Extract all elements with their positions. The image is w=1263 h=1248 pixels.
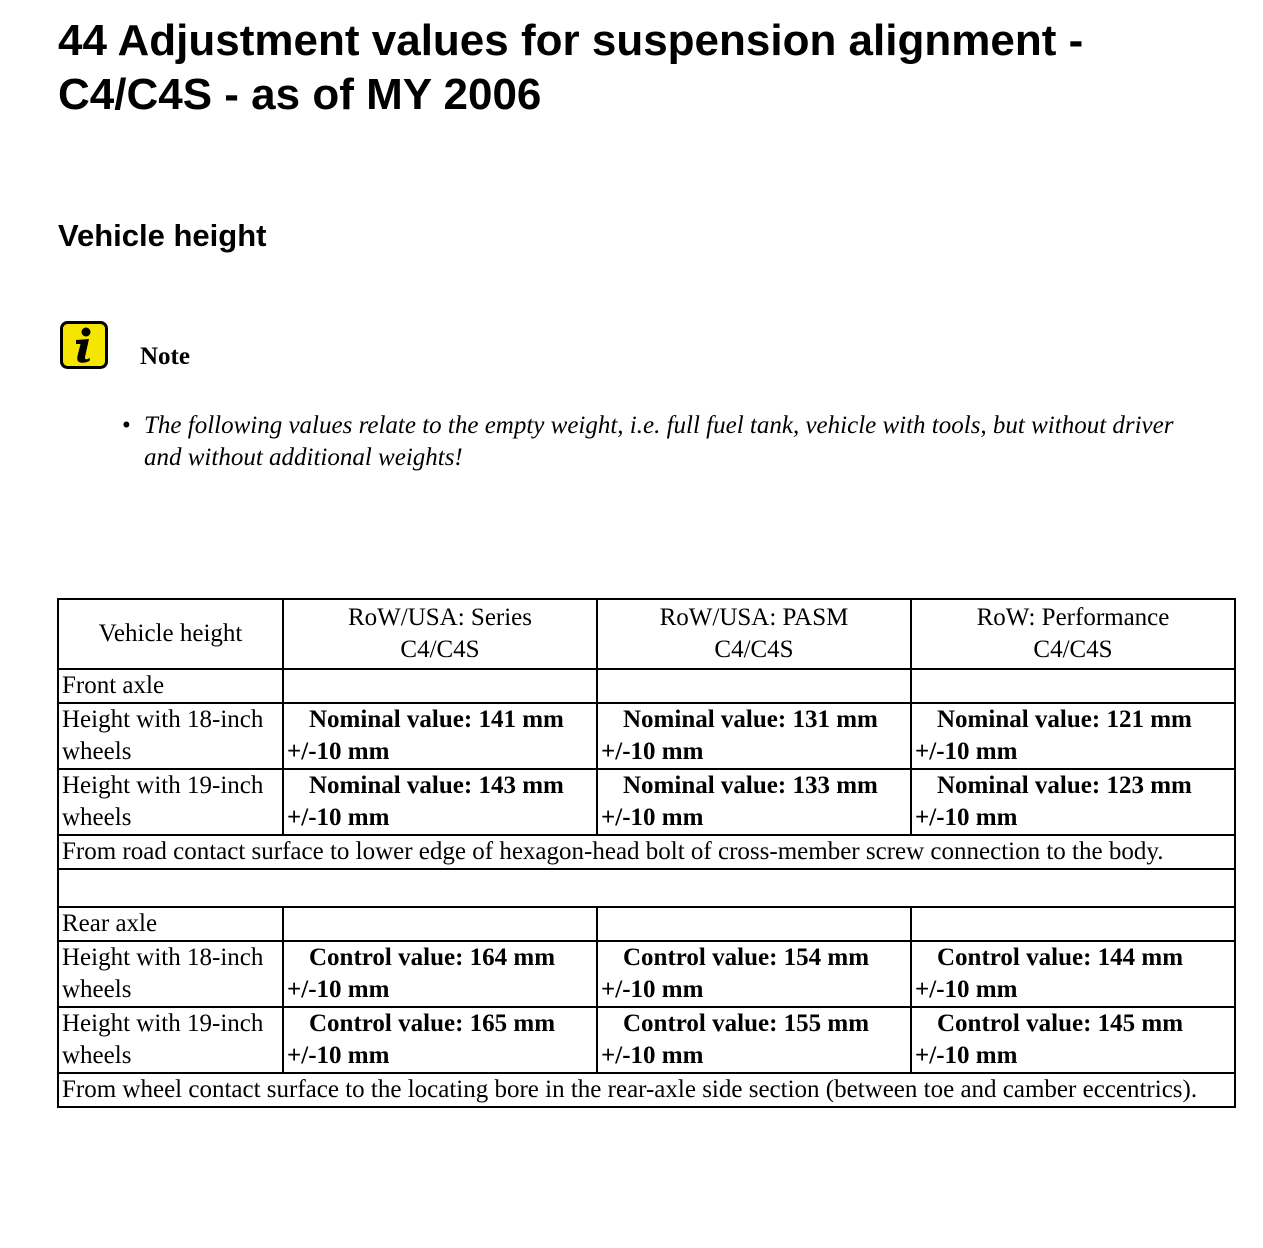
table-row <box>58 769 1235 835</box>
table-row <box>58 1007 1235 1073</box>
section-heading: Vehicle height <box>58 218 267 253</box>
front-axle-label: Front axle <box>58 669 283 703</box>
rear-measure-note: From wheel contact surface to the locating bore in the rear-axle side section (between toe and camber eccentrics). <box>58 1073 1235 1107</box>
value-cell: Control value: 144 mm +/-10 mm <box>911 941 1235 1007</box>
value-cell: Nominal value: 123 mm +/-10 mm <box>911 769 1235 835</box>
table-header-row <box>58 599 1235 669</box>
value-cell: Nominal value: 121 mm +/-10 mm <box>911 703 1235 769</box>
row-label: Height with 18-inch wheels <box>58 941 283 1007</box>
vehicle-height-table <box>57 598 1236 1108</box>
value-cell: Control value: 164 mm +/-10 mm <box>283 941 597 1007</box>
note-item-text: The following values relate to the empty weight, i.e. full fuel tank, vehicle with tools, but without driver and without additional weights! <box>144 412 1174 471</box>
header-performance: RoW: Performance C4/C4S <box>911 599 1235 669</box>
value-cell: Control value: 154 mm +/-10 mm <box>597 941 911 1007</box>
note-item <box>122 410 1202 474</box>
row-label: Height with 18-inch wheels <box>58 703 283 769</box>
value-cell: Control value: 145 mm +/-10 mm <box>911 1007 1235 1073</box>
table-row-front-note <box>58 835 1235 869</box>
table-row-rear-note <box>58 1073 1235 1107</box>
table-row <box>58 703 1235 769</box>
value-cell: Control value: 165 mm +/-10 mm <box>283 1007 597 1073</box>
header-pasm: RoW/USA: PASM C4/C4S <box>597 599 911 669</box>
front-measure-note: From road contact surface to lower edge of hexagon-head bolt of cross-member screw connection to the body. <box>58 835 1235 869</box>
table-row-front-axle <box>58 669 1235 703</box>
table-row <box>58 941 1235 1007</box>
info-icon <box>60 321 108 369</box>
row-label: Height with 19-inch wheels <box>58 1007 283 1073</box>
rear-axle-label: Rear axle <box>58 907 283 941</box>
page-title: 44 Adjustment values for suspension alignment - C4/C4S - as of MY 2006 <box>58 16 1084 119</box>
header-series: RoW/USA: Series C4/C4S <box>283 599 597 669</box>
note-list <box>122 410 1202 474</box>
table-row-rear-axle <box>58 907 1235 941</box>
value-cell: Nominal value: 143 mm +/-10 mm <box>283 769 597 835</box>
header-vehicle-height: Vehicle height <box>58 599 283 669</box>
value-cell: Nominal value: 131 mm +/-10 mm <box>597 703 911 769</box>
note-label: Note <box>140 343 190 370</box>
row-label: Height with 19-inch wheels <box>58 769 283 835</box>
table-row-spacer <box>58 869 1235 907</box>
value-cell: Control value: 155 mm +/-10 mm <box>597 1007 911 1073</box>
bullet-icon: • <box>122 412 131 439</box>
value-cell: Nominal value: 133 mm +/-10 mm <box>597 769 911 835</box>
value-cell: Nominal value: 141 mm +/-10 mm <box>283 703 597 769</box>
